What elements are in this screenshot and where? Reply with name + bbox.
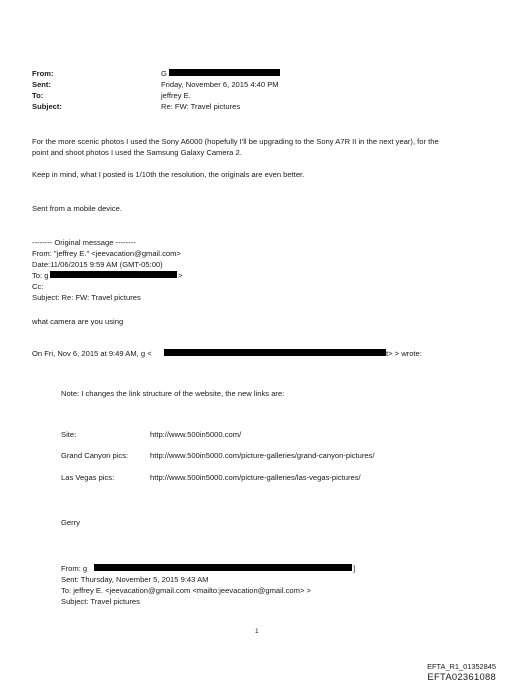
- from-value: G: [161, 69, 167, 78]
- subject-label: Subject:: [32, 102, 62, 111]
- original-message-divider: -------- Original message --------: [32, 238, 136, 247]
- original-cc: Cc:: [32, 282, 44, 291]
- link-url-site[interactable]: http://www.500in5000.com/: [150, 430, 242, 439]
- link-label-grand-canyon: Grand Canyon pics:: [61, 451, 129, 460]
- quote-on-suffix: t> > wrote:: [386, 349, 422, 358]
- page-number: 1: [255, 628, 259, 635]
- footer-id-1: EFTA_R1_01352845: [427, 662, 496, 671]
- original-question: what camera are you using: [32, 317, 124, 326]
- sent-label: Sent:: [32, 80, 51, 89]
- redaction-from: [169, 69, 280, 76]
- subject-value: Re: FW: Travel pictures: [161, 102, 241, 111]
- body-paragraph-2: Keep in mind, what I posted is 1/10th the resolution, the originals are even better.: [32, 170, 305, 179]
- link-label-las-vegas: Las Vegas pics:: [61, 473, 115, 482]
- redaction-quote-email: [164, 349, 386, 356]
- body-paragraph-1-line-2: point and shoot photos I used the Samsung Galaxy Camera 2.: [32, 148, 242, 157]
- original-to-suffix: >: [178, 271, 183, 280]
- original-date: Date:11/06/2015 9:59 AM (GMT-05:00): [32, 260, 163, 269]
- link-url-las-vegas[interactable]: http://www.500in5000.com/picture-galleries/las-vegas-pictures/: [150, 473, 361, 482]
- link-label-site: Site:: [61, 430, 77, 439]
- body-paragraph-1-line-1: For the more scenic photos I used the Sony A6000 (hopefully I'll be upgrading to the Sony A7R II in the next year), for the: [32, 137, 439, 146]
- original-to-prefix: To: g: [32, 271, 49, 280]
- original-from: From: "jeffrey E." <jeevacation@gmail.com>: [32, 249, 181, 258]
- body-paragraph-3: Sent from a mobile device.: [32, 204, 122, 213]
- to-label: To:: [32, 91, 44, 100]
- forwarded-sent: Sent: Thursday, November 5, 2015 9:43 AM: [61, 575, 209, 584]
- footer-id-2: EFTA02361088: [427, 671, 496, 682]
- redaction-forwarded-from: [94, 564, 352, 571]
- redaction-original-to: [50, 271, 177, 278]
- link-url-grand-canyon[interactable]: http://www.500in5000.com/picture-galleries/grand-canyon-pictures/: [150, 451, 375, 460]
- signature: Gerry: [61, 518, 80, 527]
- quote-note: Note: I changes the link structure of the website, the new links are:: [61, 389, 285, 398]
- sent-value: Friday, November 6, 2015 4:40 PM: [161, 80, 279, 89]
- forwarded-from-suffix: ]: [353, 564, 356, 573]
- forwarded-subject: Subject: Travel pictures: [61, 597, 140, 606]
- original-subject: Subject: Re: FW: Travel pictures: [32, 293, 141, 302]
- forwarded-to: To: jeffrey E. <jeevacation@gmail.com <mailto:jeevacation@gmail.com> >: [61, 586, 311, 595]
- to-value: jeffrey E.: [161, 91, 191, 100]
- from-label: From:: [32, 69, 54, 78]
- quote-on-prefix: On Fri, Nov 6, 2015 at 9:49 AM, g <: [32, 349, 152, 358]
- forwarded-from-prefix: From: g: [61, 564, 88, 573]
